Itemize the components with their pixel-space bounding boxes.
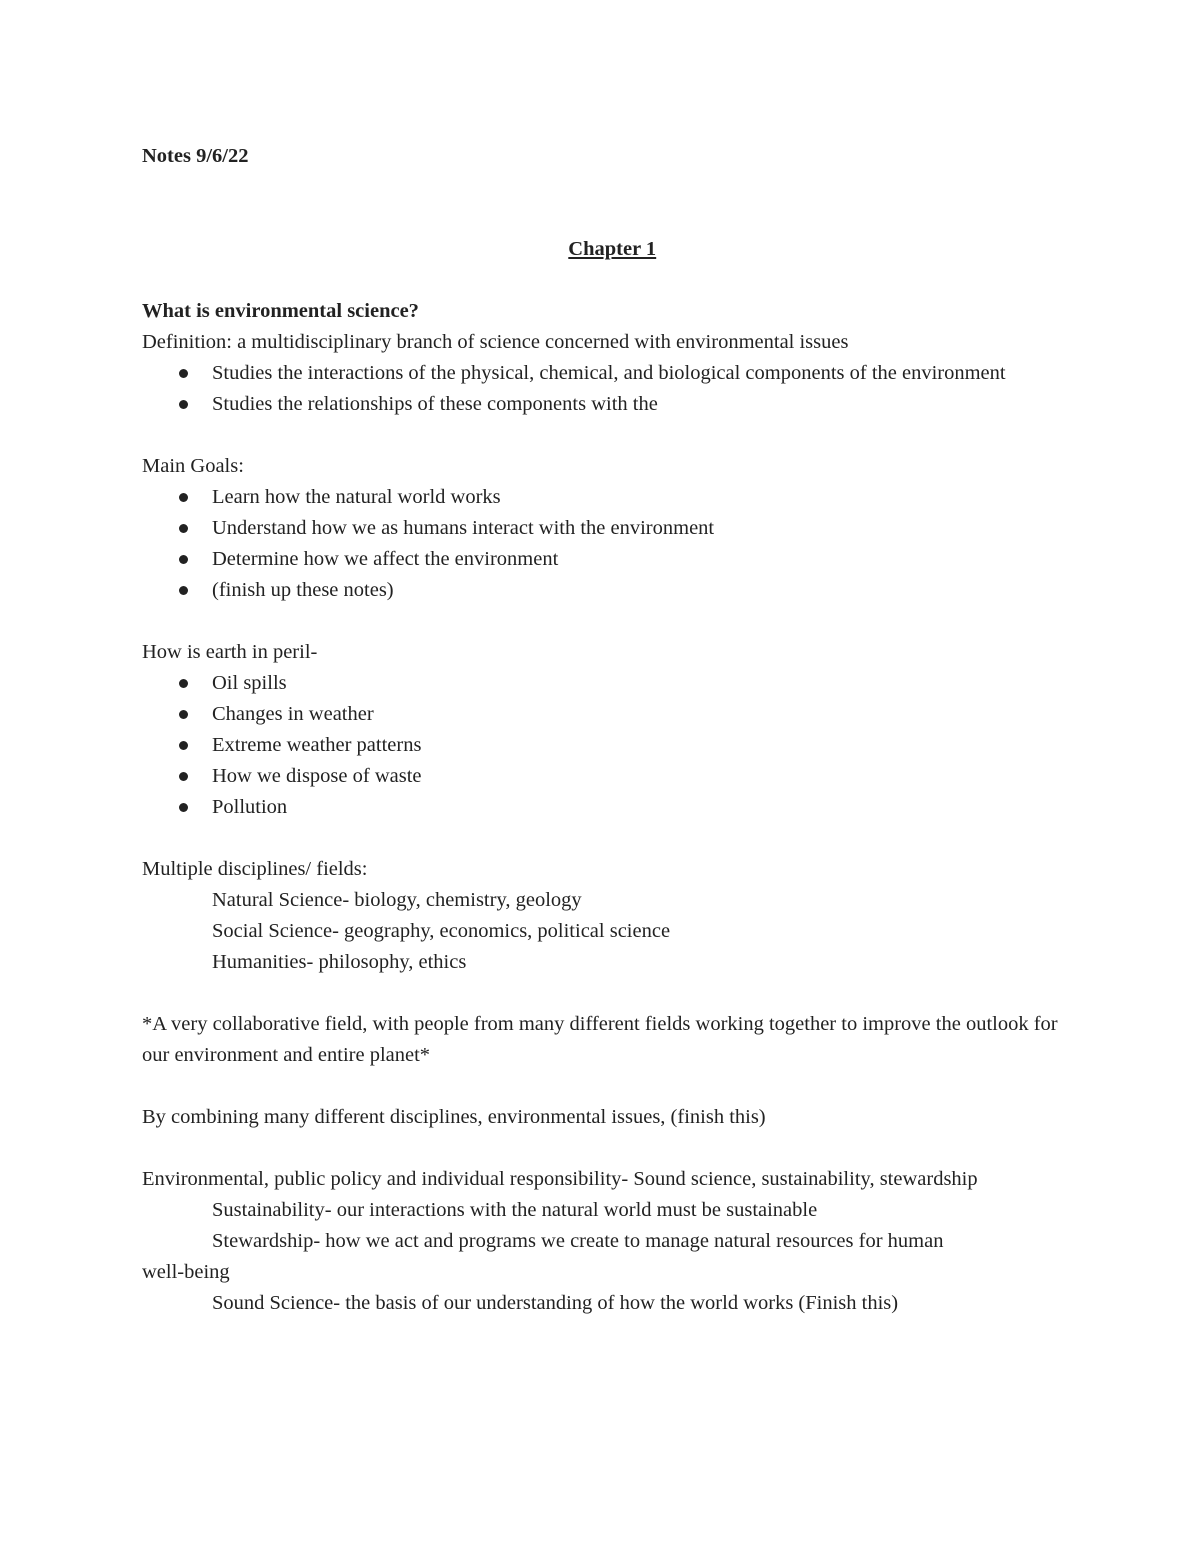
section-question: What is environmental science? — [142, 300, 419, 322]
spacer — [142, 420, 1062, 451]
list-item: Studies the relationships of these components with the — [142, 389, 1062, 420]
collaboration-note: *A very collaborative field, with people from many different fields working together to improve the outlook for our environment and entire planet* — [142, 1013, 1063, 1066]
bullet-icon — [179, 524, 188, 533]
bullet-icon — [179, 493, 188, 502]
document-page — [142, 141, 1062, 1319]
sound-science-text: Sound Science- the basis of our understanding of how the world works (Finish this) — [212, 1292, 899, 1314]
spacer — [142, 172, 1062, 203]
list-item: Oil spills — [142, 668, 1062, 699]
list-item: How we dispose of waste — [142, 761, 1062, 792]
discipline-social-science: Social Science- geography, economics, political science — [212, 920, 671, 942]
bullet-icon — [179, 555, 188, 564]
spacer — [142, 1071, 1062, 1102]
spacer — [142, 1133, 1062, 1164]
bullet-icon — [179, 710, 188, 719]
spacer — [142, 606, 1062, 637]
list-item: Pollution — [142, 792, 1062, 823]
spacer — [142, 978, 1062, 1009]
definition-bullet-list — [142, 358, 1062, 420]
list-item: (finish up these notes) — [142, 575, 1062, 606]
stewardship-continued: well-being — [142, 1261, 230, 1283]
bullet-icon — [179, 803, 188, 812]
bullet-icon — [179, 772, 188, 781]
main-goals-heading: Main Goals: — [142, 455, 244, 477]
chapter-title: Chapter 1 — [568, 238, 657, 260]
definition-text: Definition: a multidisciplinary branch of science concerned with environmental issues — [142, 331, 849, 353]
policy-heading: Environmental, public policy and individual responsibility- Sound science, sustainability, stewardship — [142, 1168, 978, 1190]
discipline-natural-science: Natural Science- biology, chemistry, geology — [212, 889, 582, 911]
list-item: Learn how the natural world works — [142, 482, 1062, 513]
spacer — [142, 823, 1062, 854]
list-item: Changes in weather — [142, 699, 1062, 730]
bullet-icon — [179, 679, 188, 688]
main-goals-list — [142, 482, 1062, 606]
combining-text: By combining many different disciplines, environmental issues, (finish this) — [142, 1106, 766, 1128]
bullet-icon — [179, 586, 188, 595]
list-item: Extreme weather patterns — [142, 730, 1062, 761]
peril-list — [142, 668, 1062, 823]
bullet-icon — [179, 369, 188, 378]
bullet-icon — [179, 400, 188, 409]
peril-heading: How is earth in peril- — [142, 641, 318, 663]
list-item: Determine how we affect the environment — [142, 544, 1062, 575]
chapter-title-row — [142, 203, 1062, 296]
stewardship-text: Stewardship- how we act and programs we create to manage natural resources for human — [212, 1230, 944, 1252]
bullet-icon — [179, 741, 188, 750]
list-item: Understand how we as humans interact with the environment — [142, 513, 1062, 544]
disciplines-heading: Multiple disciplines/ fields: — [142, 858, 368, 880]
list-item: Studies the interactions of the physical, chemical, and biological components of the environment — [142, 358, 1062, 389]
notes-date: Notes 9/6/22 — [142, 145, 249, 167]
sustainability-text: Sustainability- our interactions with the natural world must be sustainable — [212, 1199, 818, 1221]
discipline-humanities: Humanities- philosophy, ethics — [212, 951, 467, 973]
